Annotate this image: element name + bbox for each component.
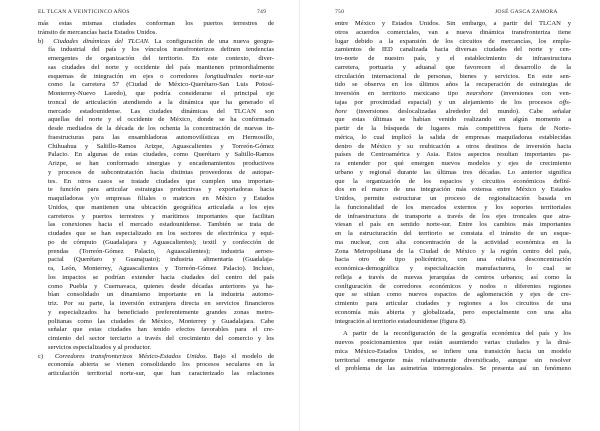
text-line: Chihuahua y Saltillo-Ramos Arizpe, Aguascalientes y Torreón-Gómez bbox=[48, 142, 274, 150]
text-line: dentro de México y su reubicación a otros destinos de inversión hacia bbox=[335, 142, 571, 150]
list-label: b) bbox=[38, 37, 44, 45]
italic-term: hore bbox=[335, 107, 347, 115]
text-line: pacial (Querétaro y Guanajuato); industria alimentaria (Guadalaja- bbox=[48, 256, 274, 264]
text-line: triz. Por su parte, la inversión extranjera directa en servicios financieros bbox=[48, 300, 274, 307]
text-line: esquemas de integración en ejes o corredores longitudinales norte-sur bbox=[48, 72, 274, 80]
running-header-author: JOSÉ GASCA ZAMORA bbox=[495, 9, 558, 15]
text-line: Palacio. En algunas de estas ciudades, como Querétaro y Saltillo-Ramos bbox=[48, 151, 274, 159]
text-line: tido se observa en los últimos años la recuperación de estrategias de bbox=[335, 81, 571, 89]
text-line-rest: Bajo el modelo de bbox=[207, 352, 274, 360]
text-line: circulación internacional de personas, bienes y servicios. En este sen- bbox=[335, 72, 571, 80]
text-line: cimiento del sector terciario a través del crecimiento del comercio y los bbox=[48, 335, 274, 342]
text-line: hacia otro de tipo policéntrico, con una relativa desconcentración bbox=[335, 256, 571, 264]
text-line: prendas (Torreón-Gómez Palacio, Aguascalientes); industria aeroes- bbox=[48, 247, 274, 255]
text-line: territorial emergente más relativamente diversificado, aunque sin resolver bbox=[335, 356, 571, 364]
text-line: integración al territorio estadounidense (figura 8). bbox=[335, 317, 467, 325]
text-line: ciudades que se han especializado en los sectores de electrónica y equi- bbox=[48, 230, 274, 237]
page-number: 750 bbox=[335, 9, 345, 15]
text-line: los impactos se podrían extender hacia ciudades del centro del país bbox=[48, 273, 274, 281]
text-line: inversión en territorio mexicano tipo nearshore (inversiones con ven- bbox=[335, 90, 571, 97]
text-line: Monterrey-Nuevo Laredo), que podría considerarse el principal eje bbox=[48, 90, 274, 97]
text-line: mérica, lo cual implicó la salida de empresas maquiladoras establecidas bbox=[335, 133, 571, 141]
text-line: fraestructuras para las ensambladoras automovilísticas en Hermosillo, bbox=[48, 133, 274, 141]
text-line: y procesos de subcontratación hacia distintas proveedoras de autopar- bbox=[48, 168, 274, 176]
text-line: que la organización de los espacios y circuitos económicos definí- bbox=[335, 177, 571, 185]
italic-term: nearshore bbox=[466, 90, 493, 97]
text-line: tro-norte de nuestro país, y el establecimiento de infraestructura bbox=[335, 55, 571, 62]
list-item-heading: Corredores transfronterizos México-Estados Unidos. bbox=[54, 352, 208, 360]
list-label: c) bbox=[38, 352, 44, 360]
text-line: configuración de corredores económicos y nodos o diferentes regiones bbox=[335, 282, 571, 290]
text-line: la funcionalidad de los mercados externos y los soportes territoriales bbox=[335, 203, 571, 211]
body-text bbox=[335, 20, 571, 374]
text-line: como la carretera 57 (Ciudad de México-Querétaro-San Luis Potosí- bbox=[48, 81, 274, 89]
text-line: en la estructuración del territorio se constata el tránsito de un esque- bbox=[335, 230, 571, 237]
text-line: las conexiones hacia el mercado estadounidense. También se trata de bbox=[48, 221, 274, 229]
text-line: articulación territorial norte-sur, que han caracterizado las relaciones bbox=[48, 370, 274, 377]
text-line: mercado estadounidense. Las ciudades dinámicas del TLCAN son bbox=[48, 107, 274, 115]
text-line: sas ciudades del norte y occidente del país mantienen primordialmente bbox=[48, 63, 274, 71]
text-line-rest: La configuración de una nueva geogra- bbox=[149, 37, 274, 45]
list-item-heading: Ciudades dinámicas del TLCAN. bbox=[53, 37, 150, 45]
text-line: economía abierta se vienen consolidando los procesos seculares en la bbox=[48, 361, 274, 369]
text-line: aquellas del norte y el occidente de México, donde se ha conformado bbox=[48, 116, 274, 124]
text-line: países de Centroamérica y Asia. Estos aspectos resultan importantes pa- bbox=[335, 151, 571, 159]
text-line: Zona Metropolitana de la Ciudad de México y la región centro del país, bbox=[335, 247, 571, 255]
list-item-b-line bbox=[38, 38, 274, 47]
text-line: ra entender por qué emergen nuevos modelos y ejes de crecimiento bbox=[335, 160, 571, 167]
text-line: hore (inversiones deslocalizadas alrededor del mundo). Cabe señalar bbox=[335, 107, 571, 115]
text-line: y especializados ha beneficiado preferentemente grandes zonas metro- bbox=[48, 308, 274, 316]
text-line: servicios especializados y al productor. bbox=[48, 343, 152, 351]
text-line: te función para articular estrategias productivas y exportadoras hacia bbox=[48, 186, 274, 194]
text-line: que se sitúan como nuevos espacios de aglomeración y ejes de cre- bbox=[335, 291, 571, 299]
text-line: po de cómputo (Guadalajara y Aguascalientes); textil y confección de bbox=[48, 238, 274, 246]
text-line: A partir de la reconfiguración de la geografía económica del país y los bbox=[343, 330, 571, 338]
text-line: señalar que estas ciudades han tenido efectos favorables para el cre- bbox=[48, 326, 274, 334]
text-line: partir de la búsqueda de lugares más competitivos fuera de Norte- bbox=[335, 125, 571, 132]
text-line: lugar debido a la expansión de los circuitos de mercancías, los empla- bbox=[335, 37, 571, 45]
text-line: como Puebla y Cuernavaca, quienes desde décadas anteriores ya ha- bbox=[48, 282, 274, 290]
text-line: tes. En otros casos se tratade ciudades que cumplen una importan- bbox=[48, 177, 274, 185]
text-line: que estas últimas se habían venido realizando en algún momento a bbox=[335, 116, 571, 124]
text-line: tajas por proximidad espacial) y un alejamiento de los procesos offs- bbox=[335, 98, 571, 106]
text-line: ma nuclear, con alta concentración de la actividad económica en la bbox=[335, 238, 571, 246]
text-line: fía industrial del país y los vínculos transfronterizos definen tendencias bbox=[48, 46, 274, 54]
text-line: emergentes de organización del territorio. En este contexto, diver- bbox=[48, 55, 274, 62]
text-line: bían consolidado un dinamismo importante en la industria automo- bbox=[48, 291, 274, 299]
text-line: entre México y Estados Unidos. Sin embargo, a partir del TLCAN y bbox=[335, 20, 571, 27]
text-line: carreteros y puertos terrestres y marítimos importantes que facilitan bbox=[48, 212, 274, 220]
text-line: ra, León, Monterrey, Aguascalientes y Torreón-Gómez Palacio). Incluso, bbox=[48, 265, 274, 272]
text-line: Unidos, permite estructurar un proceso de regionalización basada en bbox=[335, 195, 571, 202]
text-line: más estas mismas ciudades conforman los puertos terrestres de bbox=[38, 20, 274, 27]
text-line: nuevos posicionamientos que están asumiendo varias ciudades y la diná- bbox=[335, 339, 571, 346]
text-line: urbano y regional durante las últimas tres décadas. Lo anterior significa bbox=[335, 168, 571, 176]
text-line: cimiento para articular ciudades y regiones a los circuitos de una bbox=[335, 300, 571, 307]
italic-term: offs- bbox=[559, 98, 571, 106]
text-line: Arizpe, se han conformado sinergias y encadenamientos productivos bbox=[48, 160, 274, 167]
text-line: desde mediados de la década de los ochenta la concentración de nuevas in- bbox=[48, 125, 274, 132]
text-line: maquiladoras y/o empresas filiales o matrices en México y Estados bbox=[48, 195, 274, 202]
text-line: economía más abierta y globalizada, pero especialmente con una alta bbox=[335, 308, 571, 316]
running-header-title: EL TLCAN A VEINTICINCO AÑOS bbox=[38, 9, 130, 15]
text-line: tránsito de mercancías hacia Estados Unidos. bbox=[38, 28, 158, 36]
text-line: dos en el marco de una integración más extensa entre México y Estados bbox=[335, 186, 571, 194]
text-line: refleja a través de nuevas jerarquías de centros urbanos; así como la bbox=[335, 273, 571, 281]
text-line: zamientos de IED canalizada hacia diversas ciudades del norte y cen- bbox=[335, 46, 571, 54]
text-line: económica-demográfica y especialización manufacturera, lo cual se bbox=[335, 265, 571, 272]
text-line: de infraestructura de transporte a través de los ejes troncales que atra- bbox=[335, 212, 571, 220]
text-line: el problema de las asimetrías interregionales. Se presenta así un fenómeno bbox=[335, 365, 571, 373]
page-number: 749 bbox=[257, 9, 267, 15]
right-page bbox=[300, 0, 600, 431]
list-item-c-line bbox=[38, 353, 274, 362]
text-line: carretera, portuaria y aduanal que favorecen el desarrollo de la bbox=[335, 63, 571, 71]
text-line: Unidos, que mantienen una ubicación geográfica articulada a los ejes bbox=[48, 203, 274, 211]
body-text bbox=[38, 20, 274, 379]
text-line: politanas como las ciudades de México, Monterrey y Guadalajara. Cabe bbox=[48, 317, 274, 325]
text-line: troncal de articulación atendiendo a la dinámica que ha generado el bbox=[48, 98, 274, 106]
text-line: otros acuerdos comerciales, van a nueva dinámica transfronteriza tiene bbox=[335, 28, 571, 36]
text-line: mica México-Estados Unidos, se infiere una transición hacia un modelo bbox=[335, 347, 571, 355]
text-line: viesan el país en sentido norte-sur. Entre los cambios más importantes bbox=[335, 221, 571, 229]
